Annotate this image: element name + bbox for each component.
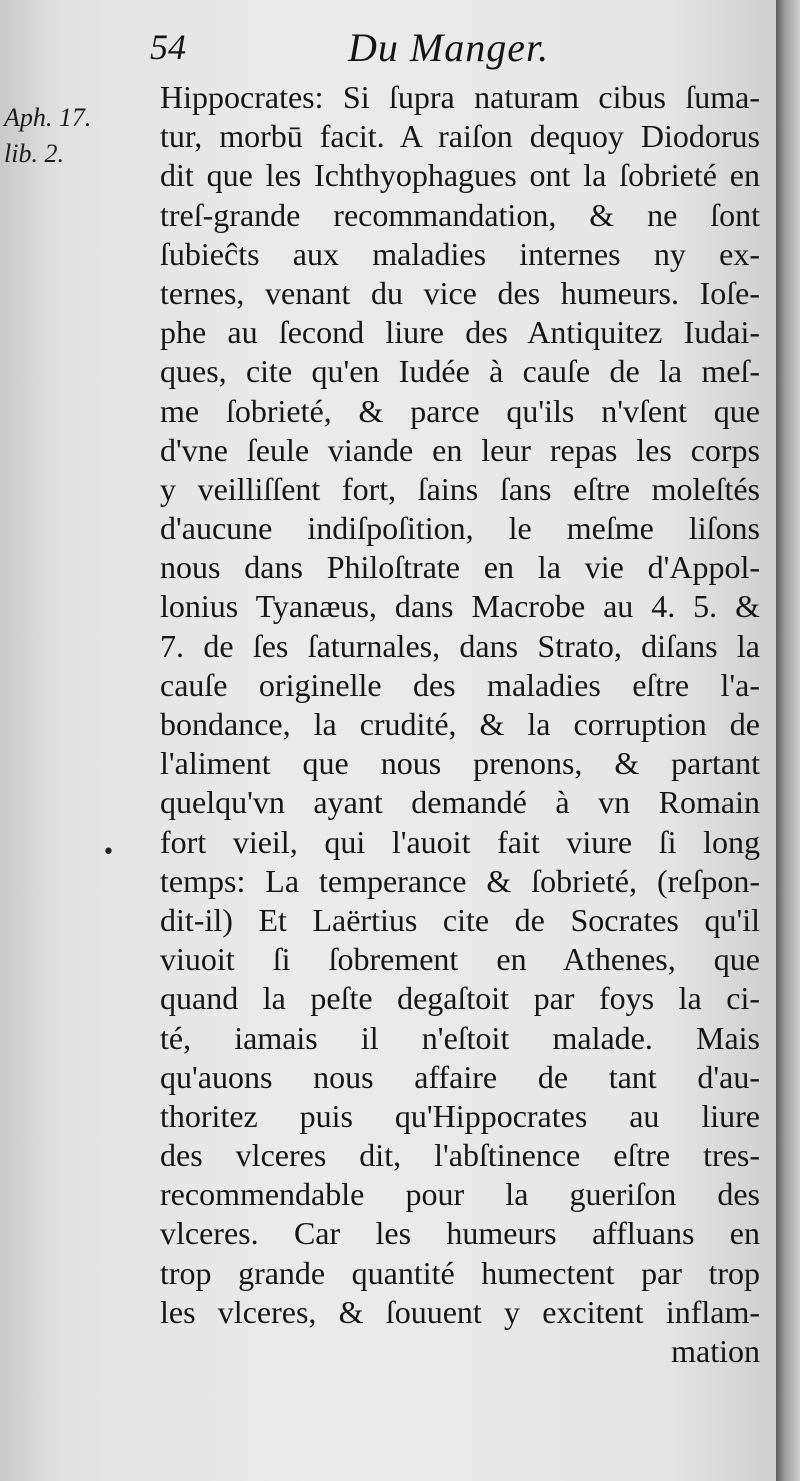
text-line: les vlceres, & ſouuent y excitent inflam- (160, 1293, 760, 1330)
margin-note-line: lib. 2. (4, 139, 64, 168)
text-line: quelqu'vn ayant demandé à vn Romain (160, 784, 760, 821)
text-line: vlceres. Car les humeurs affluans en (160, 1215, 760, 1252)
text-line: dit que les Ichthyophagues ont la ſobrieté en (160, 157, 760, 194)
text-line: cauſe originelle des maladies eſtre l'a- (160, 666, 760, 703)
text-line: l'aliment que nous prenons, & partant (160, 745, 760, 782)
text-line: ſubieĉts aux maladies internes ny ex- (160, 235, 760, 272)
text-line: tur, morbū facit. A raiſon dequoy Diodorus (160, 118, 760, 155)
text-line: trop grande quantité humectent par trop (160, 1254, 760, 1291)
text-line: qu'auons nous affaire de tant d'au- (160, 1058, 760, 1095)
text-line: me ſobrieté, & parce qu'ils n'vſent que (160, 392, 760, 429)
body-text (160, 78, 760, 1371)
text-line: treſ-grande recommandation, & ne ſont (160, 196, 760, 233)
text-line: Hippocrates: Si ſupra naturam cibus ſuma- (160, 79, 760, 115)
text-line: y veilliſſent fort, ſains ſans eſtre moleſtés (160, 470, 760, 507)
text-line: temps: La temperance & ſobrieté, (reſpon- (160, 862, 760, 899)
text-line: nous dans Philoſtrate en la vie d'Appol- (160, 549, 760, 586)
text-line: lonius Tyanæus, dans Macrobe au 4. 5. & (160, 588, 760, 625)
book-gutter (776, 0, 800, 1481)
text-line: ques, cite qu'en Iudée à cauſe de la meſ- (160, 353, 760, 390)
running-title: Du Manger. (348, 25, 550, 70)
text-line: recommendable pour la gueriſon des (160, 1176, 760, 1213)
text-line: ternes, venant du vice des humeurs. Ioſe- (160, 274, 760, 311)
text-line: d'aucune indiſpoſition, le meſme liſons (160, 510, 760, 547)
text-line: thoritez puis qu'Hippocrates au liure (160, 1097, 760, 1134)
text-line: dit-il) Et Laërtius cite de Socrates qu'il (160, 901, 760, 938)
text-line: des vlceres dit, l'abſtinence eſtre tres- (160, 1137, 760, 1174)
text-line-final: mation (671, 1333, 760, 1369)
page-number: 54 (150, 27, 186, 67)
text-line: bondance, la crudité, & la corruption de (160, 706, 760, 742)
margin-note-line: Aph. 17. (4, 103, 92, 132)
text-line: viuoit ſi ſobrement en Athenes, que (160, 941, 760, 978)
text-line: d'vne ſeule viande en leur repas les corps (160, 431, 760, 468)
text-line: té, iamais il n'eſtoit malade. Mais (160, 1019, 760, 1056)
text-line: phe au ſecond liure des Antiquitez Iudai- (160, 314, 760, 351)
page-header (150, 18, 750, 74)
margin-mark: • (102, 840, 115, 865)
text-line: quand la peſte degaſtoit par foys la ci- (160, 980, 760, 1017)
text-line: 7. de ſes ſaturnales, dans Strato, diſans la (160, 627, 760, 664)
text-line: fort vieil, qui l'auoit fait viure ſi long (160, 823, 760, 860)
margin-reference (4, 100, 154, 172)
